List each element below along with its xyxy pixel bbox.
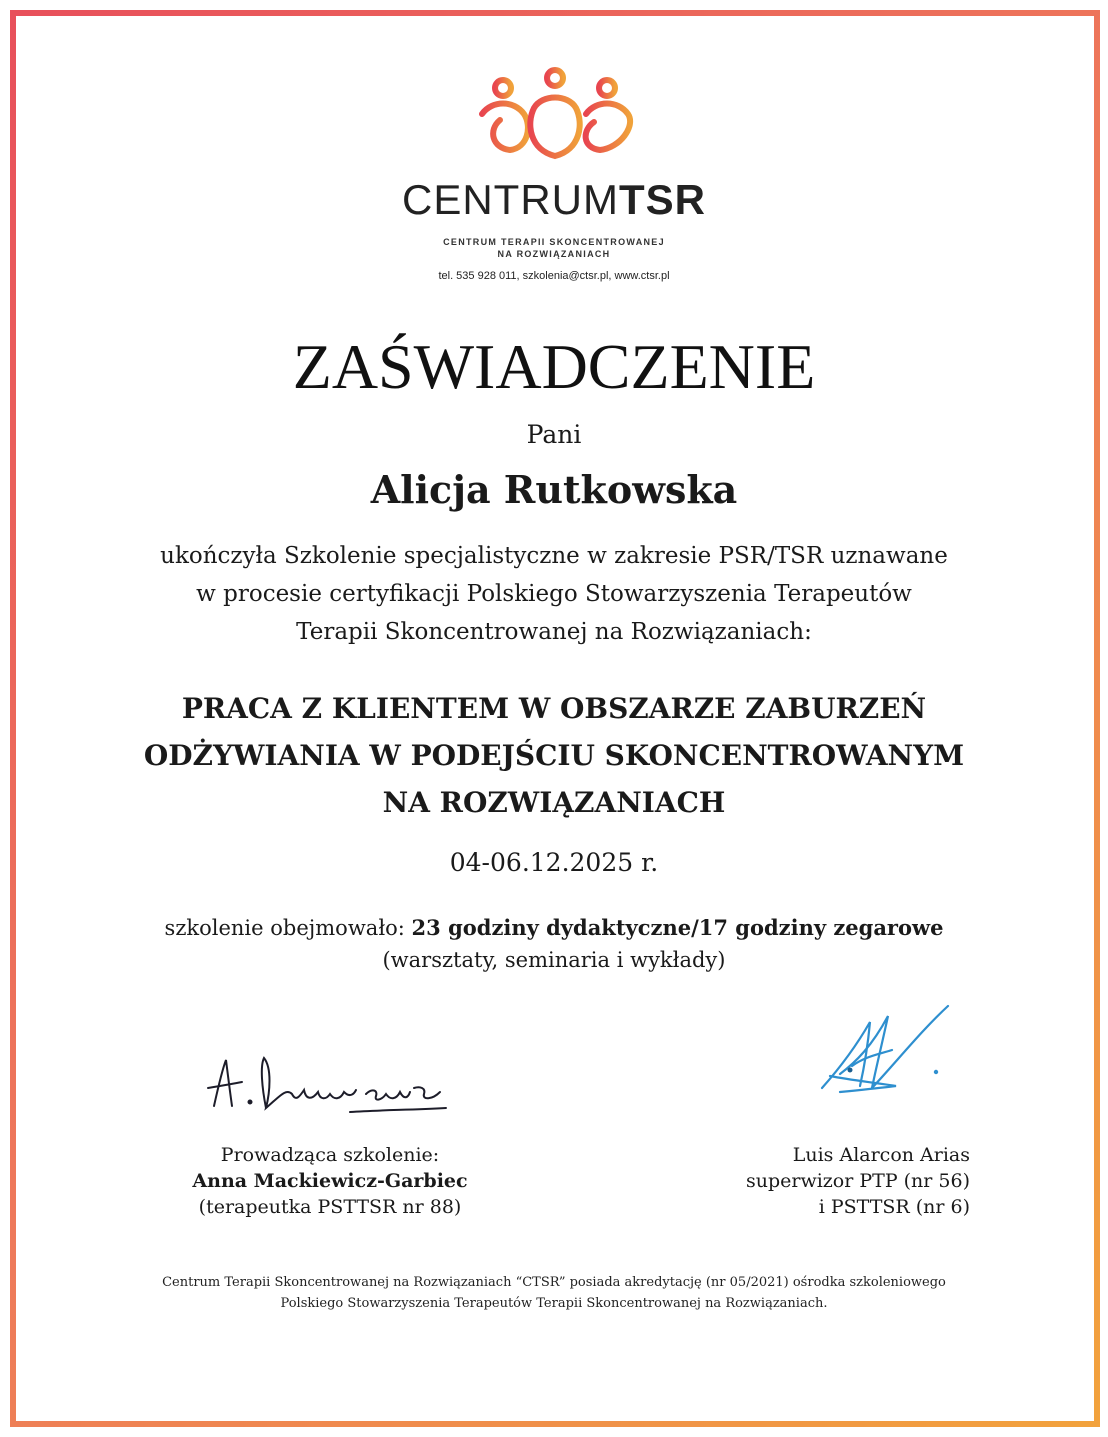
course-title-line: PRACA Z KLIENTEM W OBSZARZE ZABURZEŃ (181, 692, 927, 725)
hours-value: 23 godziny dydaktyczne/17 godziny zegarowe (411, 915, 944, 940)
signatory-left (180, 1142, 480, 1220)
accreditation-footer (0, 1272, 1108, 1314)
brand-subtitle (0, 236, 1108, 260)
certificate-title: ZAŚWIADCZENIE (292, 331, 816, 402)
description-line: Terapii Skoncentrowanej na Rozwiązaniach: (296, 619, 812, 645)
brand-bold: TSR (618, 176, 706, 223)
salutation: Pani (526, 420, 582, 449)
course-title-line: NA ROZWIĄZANIACH (382, 786, 726, 819)
signatory-right (650, 1142, 970, 1220)
signatory-right-detail: i PSTTSR (nr 6) (818, 1196, 970, 1218)
signatory-left-role: Prowadząca szkolenie: (220, 1144, 440, 1166)
brand-subtitle-line2: NA ROZWIĄZANIACH (497, 249, 611, 259)
signatory-left-name: Anna Mackiewicz-Garbiec (192, 1170, 468, 1192)
hours-prefix: szkolenie obejmowało: (164, 916, 412, 940)
course-title (0, 685, 1108, 826)
description-line: ukończyła Szkolenie specjalistyczne w zakresie PSR/TSR uznawane (160, 543, 948, 569)
signatory-right-name: Luis Alarcon Arias (792, 1144, 970, 1166)
brand-wordmark (0, 176, 1108, 224)
footer-line: Centrum Terapii Skoncentrowanej na Rozwiązaniach “CTSR” posiada akredytację (nr 05/2021) ośrodka szkoleniowego (162, 1275, 946, 1290)
signatory-left-detail: (terapeutka PSTTSR nr 88) (198, 1196, 462, 1218)
signature-right-image (810, 996, 960, 1106)
contact-info: tel. 535 928 011, szkolenia@ctsr.pl, www.ctsr.pl (438, 270, 670, 282)
signatory-right-role: superwizor PTP (nr 56) (745, 1170, 970, 1192)
course-hours (0, 912, 1108, 976)
brand-subtitle-line1: CENTRUM TERAPII SKONCENTROWANEJ (443, 237, 665, 247)
signature-left-image (200, 1048, 460, 1120)
brand-light: CENTRUM (402, 176, 619, 223)
hours-note: (warsztaty, seminaria i wykłady) (382, 948, 726, 972)
recipient-name: Alicja Rutkowska (370, 467, 738, 512)
description (0, 537, 1108, 651)
footer-line: Polskiego Stowarzyszenia Terapeutów Terapii Skoncentrowanej na Rozwiązaniach. (280, 1296, 828, 1311)
description-line: w procesie certyfikacji Polskiego Stowarzyszenia Terapeutów (196, 581, 912, 607)
ctsr-logo-icon (470, 64, 640, 168)
course-title-line: ODŻYWIANIA W PODEJŚCIU SKONCENTROWANYM (143, 739, 965, 772)
course-date: 04-06.12.2025 r. (449, 848, 659, 877)
